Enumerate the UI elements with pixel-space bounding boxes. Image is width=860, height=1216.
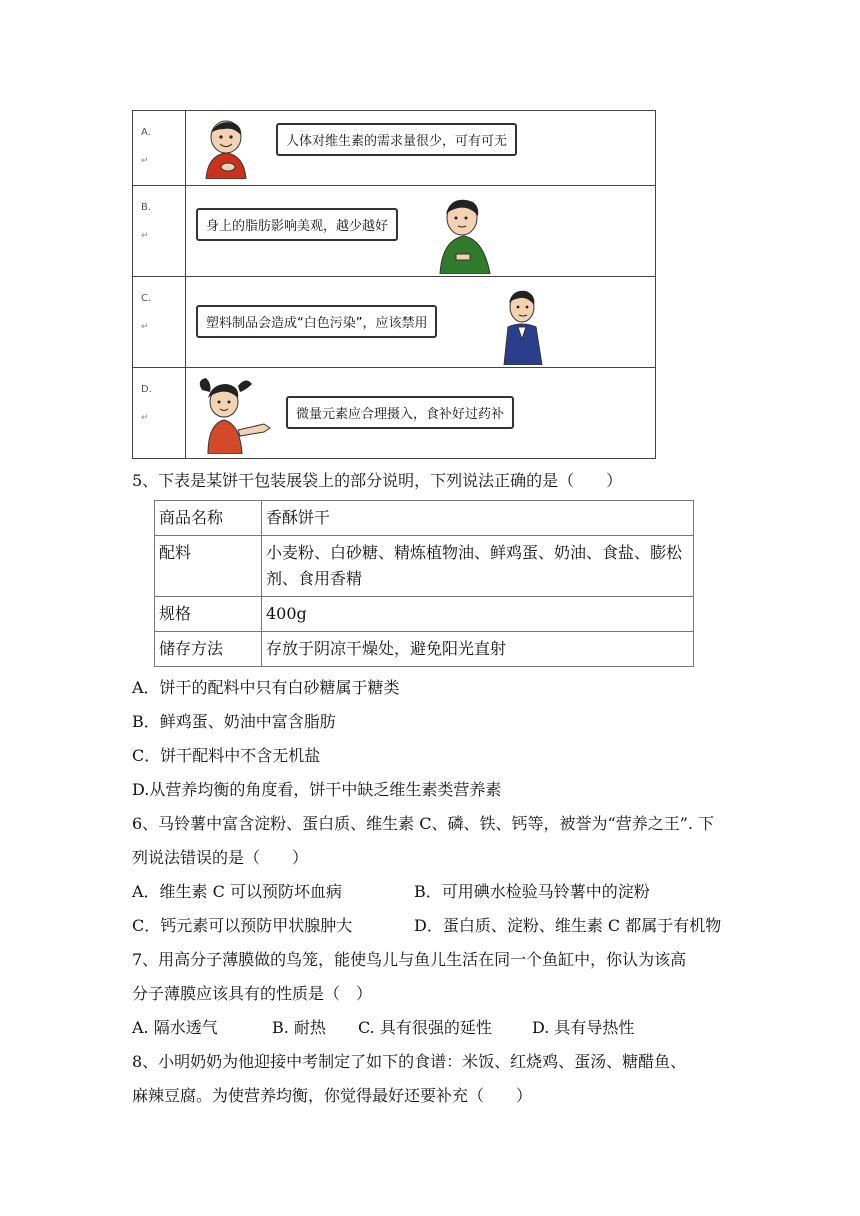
table-row xyxy=(155,597,694,632)
man-cartoon-c xyxy=(498,287,548,365)
table-value: 香酥饼干 xyxy=(262,501,694,536)
table-row xyxy=(155,501,694,536)
boy-cartoon-b xyxy=(434,196,496,274)
table-row xyxy=(155,632,694,667)
option-row-c xyxy=(133,277,656,368)
paragraph-mark: ↵ xyxy=(141,322,149,332)
q6-choice-a: A．维生素 C 可以预防坏血病 xyxy=(132,882,342,901)
paragraph-mark: ↵ xyxy=(141,231,149,241)
speech-bubble-c: 塑料制品会造成“白色污染”，应该禁用 xyxy=(196,305,437,338)
speech-bubble-d: 微量元素应合理摄入，食补好过药补 xyxy=(286,396,514,429)
option-label: B． xyxy=(141,202,158,213)
girl-cartoon-d xyxy=(194,376,284,454)
option-row-a xyxy=(133,111,656,186)
q5-choice-b: B．鲜鸡蛋、奶油中富含脂肪 xyxy=(132,712,336,731)
table-row xyxy=(155,536,694,597)
table-value: 400g xyxy=(262,597,694,632)
q7-choice-a: A. 隔水透气 xyxy=(132,1018,218,1037)
q7-stem-line2: 分子薄膜应该具有的性质是（ ） xyxy=(132,984,373,1003)
q7-stem-line1: 7、用高分子薄膜做的鸟笼，能使鸟儿与鱼儿生活在同一个鱼缸中，你认为该高 xyxy=(132,950,687,969)
q8-stem-line2: 麻辣豆腐。为使营养均衡，你觉得最好还要补充（ ） xyxy=(132,1086,533,1105)
boy-cartoon-a xyxy=(198,117,254,179)
table-key: 配料 xyxy=(155,536,262,597)
q7-choice-c: C. 具有很强的延性 xyxy=(358,1018,492,1037)
paragraph-mark: ↵ xyxy=(141,413,149,423)
table-key: 储存方法 xyxy=(155,632,262,667)
option-label: A． xyxy=(141,127,158,138)
q7-choice-d: D. 具有导热性 xyxy=(532,1018,635,1037)
option-label: D． xyxy=(141,384,159,395)
option-label: C． xyxy=(141,293,158,304)
q5-stem: 5、下表是某饼干包装展袋上的部分说明，下列说法正确的是（ ） xyxy=(132,471,623,490)
options-table xyxy=(132,110,656,459)
q8-stem-line1: 8、小明奶奶为他迎接中考制定了如下的食谱：米饭、红烧鸡、蛋汤、糖醋鱼、 xyxy=(132,1052,687,1071)
table-value: 小麦粉、白砂糖、精炼植物油、鲜鸡蛋、奶油、食盐、膨松剂、食用香精 xyxy=(262,536,694,597)
table-key: 规格 xyxy=(155,597,262,632)
speech-bubble-b: 身上的脂肪影响美观，越少越好 xyxy=(196,208,398,241)
q7-choice-b: B. 耐热 xyxy=(272,1018,326,1037)
paragraph-mark: ↵ xyxy=(141,156,149,166)
q6-stem-line2: 列说法错误的是（ ） xyxy=(132,848,309,867)
option-row-d xyxy=(133,368,656,459)
q6-choice-b: B．可用碘水检验马铃薯中的淀粉 xyxy=(414,882,650,901)
table-key: 商品名称 xyxy=(155,501,262,536)
option-row-b xyxy=(133,186,656,277)
q6-choice-c: C．钙元素可以预防甲状腺肿大 xyxy=(132,916,353,935)
biscuit-info-table xyxy=(154,500,694,667)
q5-choice-a: A．饼干的配料中只有白砂糖属于糖类 xyxy=(132,678,400,697)
speech-bubble-a: 人体对维生素的需求量很少，可有可无 xyxy=(276,123,517,156)
q5-choice-d: D.从营养均衡的角度看，饼干中缺乏维生素类营养素 xyxy=(132,780,502,799)
q5-choice-c: C．饼干配料中不含无机盐 xyxy=(132,746,321,765)
table-value: 存放于阴凉干燥处，避免阳光直射 xyxy=(262,632,694,667)
q6-choice-d: D．蛋白质、淀粉、维生素 C 都属于有机物 xyxy=(414,916,722,935)
q6-stem-line1: 6、马铃薯中富含淀粉、蛋白质、维生素 C、磷、铁、钙等，被誉为“营养之王”. 下 xyxy=(132,814,715,833)
